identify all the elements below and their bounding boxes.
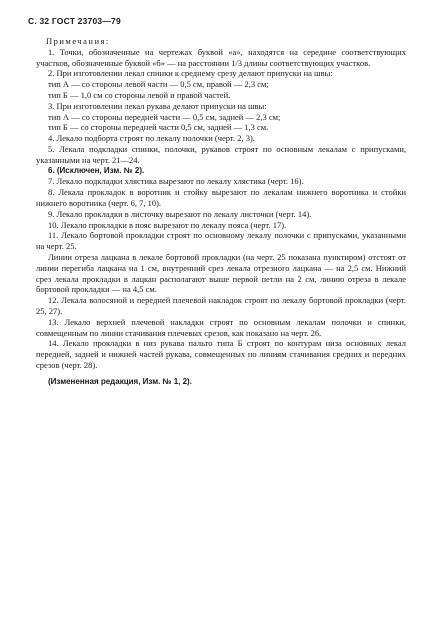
note-paragraph: 5. Лекала подкладки спинки, полочки, рукавов строят по основным лекалам с припусками, указанными на черт. 21—24. xyxy=(36,143,406,165)
notes-list xyxy=(36,47,406,371)
note-paragraph: тип Б — со стороны передней части 0,5 см, задней — 1,3 см. xyxy=(48,122,269,133)
note-paragraph: 11. Лекало бортовой прокладки строят по основному лекалу полочки с припусками, указанными на черт. 25. xyxy=(36,230,406,252)
note-paragraph: 8. Лекала прокладок в воротник и стойку вырезают по лекалам нижнего воротника и стойки нижнего воротника (черт. 6, 7, 10). xyxy=(36,187,406,208)
note-paragraph: Линии отреза лацкана в лекале бортовой прокладки (на черт. 25 показана пунктиром) отстоят от линии перегиба лацкана на 1 см, внутренний срез лекала отрезного лацкана — на 2,5 см. Нижний срез лекала прокладки в лацкан располагают выше первой петли на 2 см, линию отреза в лекале бортовой прокладки — на 4,5 см. xyxy=(36,251,406,295)
notes-content xyxy=(36,36,406,388)
note-paragraph: 14. Лекало прокладки в низ рукава пальто типа Б строят по контурам низа основных лекал передней, задней и нижней частей рукава, совмещенных по линиям стачивания средних и передних срезов (черт. 28). xyxy=(36,338,406,370)
note-paragraph: 6. (Исключен, Изм. № 2). xyxy=(48,165,145,175)
note-paragraph: тип А — со стороны левой части — 0,5 см, правой — 2,3 см; xyxy=(48,79,269,90)
note-paragraph: 12. Лекала волосяной и передней плечевой накладок строят по лекалу бортовой прокладки (черт. 25, 27). xyxy=(36,295,406,316)
note-paragraph: 1. Точки, обозначенные на чертежах буквой «а», находятся на середине соответствующих участков, обозначенные буквой «б» — на расстоянии 1/3 длины соответствующих участков. xyxy=(36,46,406,68)
note-paragraph: 3. При изготовлении лекал рукава делают припуски на швы: xyxy=(48,100,267,111)
note-paragraph: 4. Лекало подборта строят по лекалу полочки (черт. 2, 3). xyxy=(48,133,255,144)
note-paragraph: 7. Лекало подкладки хлястика вырезают по лекалу хлястика (черт. 16). xyxy=(48,176,304,187)
note-paragraph: 9. Лекало прокладки в листочку вырезают по лекалу листочки (черт. 14). xyxy=(48,208,312,219)
note-paragraph: тип А — со стороны передней части — 0,5 см, задней — 2,3 см; xyxy=(48,111,281,122)
notes-title: Примечания: xyxy=(46,36,110,46)
note-paragraph: тип Б — 1,0 см со стороны левой и правой частей. xyxy=(48,89,231,100)
page-header: С. 32 ГОСТ 23703—79 xyxy=(28,16,121,26)
note-paragraph: 13. Лекало верхней плечевой накладки строят по основным лекалам полочки и спинки, совмещенным по линии стачивания плечевых срезов, как показано на черт. 26. xyxy=(36,316,406,338)
amendment-note: (Измененная редакция, Изм. № 1, 2). xyxy=(48,376,192,386)
note-paragraph: 2. При изготовлении лекал спинки к среднему срезу делают припуски на швы: xyxy=(48,68,333,79)
note-paragraph: 10. Лекало прокладки в пояс вырезают по лекалу пояса (черт. 17). xyxy=(48,219,287,230)
